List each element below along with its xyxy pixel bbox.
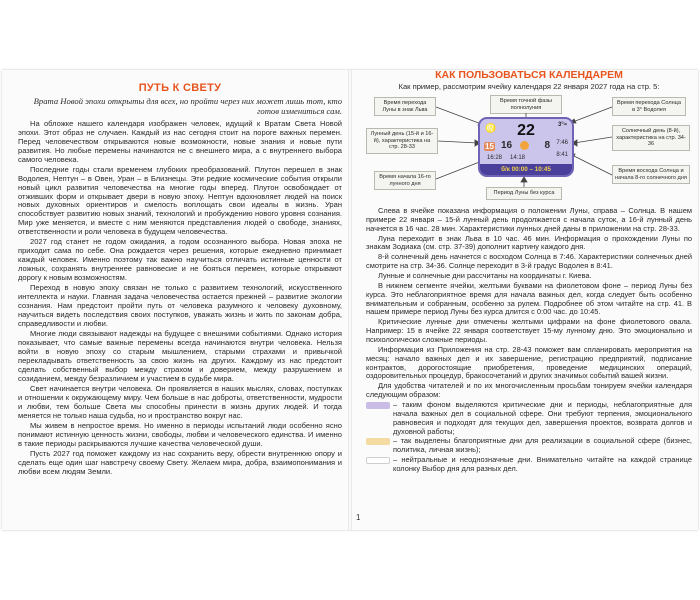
instructions-body [366, 207, 692, 474]
paragraph: Мы живем в непростое время. Но именно в периоды испытаний люди особенно ясно понимают истинную ценность жизни, свободы, любви и человеческого единства. И именно в такие периоды раскрываются лучшие качества человеческой души. [18, 420, 342, 448]
page-number: 1 [356, 513, 361, 522]
day16-time: 16:28 [487, 155, 503, 161]
paragraph: В нижнем сегменте ячейки, желтыми буквами на фиолетовом фоне – период Луны без курса. Это неблагоприятное время для начала важных дел, когда следует быть особенно внимательным и собранным, особенно за рулем. Подробнее об этом читайте на стр. 41. В нашем примере период Луны без курса длится с 0:00 час. до 10:45. [366, 280, 692, 317]
calendar-cell-diagram [366, 95, 692, 207]
full-moon-time: 14:18 [510, 155, 526, 161]
paragraph: Переход в новую эпоху связан не только с развитием технологий, искусственного интеллекта и науки. Главная задача человечества остается прежней – развитие экологии сознания. Нам предстоит пройти путь от человека разумного к человеку духовному, научиться видеть последствия своих поступков, уважать жизнь и жить по законам добра, справедливости и любви. [18, 283, 342, 329]
left-page [2, 70, 348, 530]
paragraph: 2027 год станет не годом ожидания, а годом осознанного выбора. Новая эпоха не приходит сама по себе. Она рождается через решения, которые ежедневно принимает каждый человек. Именно поэтому так важно научиться отличать истинные ценности от ложных, сохранять внутреннее равновесие и не бояться перемен, которые открывают дорогу к новым возможностям. [18, 237, 342, 283]
idle-moon-bar: б/к 00:00 – 10:45 [480, 164, 572, 175]
paragraph: Слева в ячейке показана информация о положении Луны, справа – Солнца. В нашем примере 22 января – 15-й лунный день продолжается с начала суток, а 16-й лунный день начнется в 16 час. 28 мин. Характеристики лунных дней даны в приложении на стр. 28-33. [366, 206, 692, 233]
epigraph: Врата Новой эпохи открыты для всех, но пройти через них может лишь тот, кто готов измениться сам. [33, 96, 342, 116]
paragraph: Свет начинается внутри человека. Он проявляется в наших мыслях, словах, поступках и отношении к окружающему миру. Чем больше в нас доброты, ответственности, мудрости и любви, тем больше Света мы способны принести в жизнь других людей. И тогда меняется не только наша судьба, но и пространство вокруг нас. [18, 383, 342, 420]
label-sunrise: Время восхода Солнца и начала 8-го солнечного дня [612, 165, 690, 184]
legend-text: – таким фоном выделяются критические дни и периоды, неблагоприятные для начала важных дел в социальной сфере. Они требуют терпения, эмоционального равновесия и подходят для текущих дел, завершения проектов, возврата долгов и духовной работы; [393, 400, 692, 436]
solar-day: 8 [544, 140, 550, 151]
paragraph: 8-й солнечный день начнется с восходом Солнца в 7:46. Характеристики солнечных дней смотрите на стр. 34-36. Солнце переходит в 3-й градус Водолея в 8:41. [366, 252, 692, 271]
leo-sign-icon: ♌ [485, 123, 497, 133]
paragraph: Луна переходит в знак Льва в 10 час. 46 мин. Информация о прохождении Луны по знакам Зодиака (см. стр. 37-39) дополнит картину каждого дня. [366, 233, 692, 252]
full-moon-icon [520, 141, 529, 150]
label-lunar-day: Лунный день (15-й и 16-й), характеристика на стр. 28-33 [366, 128, 438, 154]
legend-critical [366, 401, 692, 436]
legend-favorable [366, 437, 692, 455]
paragraph: Последние годы стали временем глубоких преобразований. Плутон перешел в знак Водолея, Нептун – в Овен, Уран – в Близнецы. Эти редкие космические события открыли новый цикл развития человечества на многие годы вперед. Плутон освобождает от отживших форм и открывает двери в новую эпоху. Нептун вдохновляет людей на поиск новых духовных ориентиров и смелость воплощать свои идеалы в жизнь. Уран способствует развитию новых знаний, технологий и пробуждению нового уровня сознания. Мир уже меняется, и вместе с ним меняются представления людей о свободе, знаниях, ответственности и роли человека в будущем человечества. [18, 164, 342, 237]
critical-swatch [366, 402, 390, 409]
paragraph: На обложке нашего календаря изображен человек, идущий к Вратам Света Новой эпохи. Этот образ не случаен. Каждый из нас сегодня стоит на пороге важных перемен. Перед человечеством открываются новые возможности, новые знания и новые пути развития. Но любые перемены начинаются не с внешнего мира, а с внутреннего выбора самого человека. [18, 118, 342, 164]
example-caption: Как пример, рассмотрим ячейку календаря 22 января 2027 года на стр. 5: [398, 82, 660, 91]
legend-neutral [366, 456, 692, 474]
cell-date: 22 [517, 122, 535, 139]
legend-text: – так выделены благоприятные дни для реализации в социальной сфере (бизнес, политика, личная жизнь); [393, 436, 692, 455]
page-title: ПУТЬ К СВЕТУ [138, 82, 222, 94]
article-body [18, 120, 342, 477]
paragraph: Лунные и солнечные дни рассчитаны на координаты г. Киева. [378, 271, 592, 281]
paragraph: Информация из Приложения на стр. 28-43 поможет вам спланировать мероприятия на месяц: начало важных дел и их завершение, регистрацию предприятий, подписание контрактов, дорогостоящие приобретения, проведение медицинских операций, оздоровительных процедур, бракосочетаний и других значимых событий вашей жизни. [366, 344, 692, 381]
calendar-spread [2, 70, 698, 530]
neutral-swatch [366, 457, 390, 464]
label-day16-start: Время начала 16-го лунного дня [374, 171, 436, 190]
paragraph: Критические лунные дни отмечены желтыми цифрами на фоне фиолетового овала. Например: 15 в ячейке 22 января соответствует 15-му лунному дню. Это эмоционально и психологически сложные периоды. [366, 317, 692, 345]
favorable-swatch [366, 438, 390, 445]
paragraph: Многие люди связывают надежды на будущее с внешними событиями. Однако история показывает, что самые важные перемены всегда начинаются внутри человека. Нельзя войти в новую эпоху со старым мышлением, старыми страхами и привычкой перекладывать ответственность за свою жизнь на других. Каждому из нас предстоит сделать собственный выбор между страхом и доверием, между разрушением и созиданием, между безразличием и участием в судьбе мира. [18, 329, 342, 383]
calendar-cell-example [478, 117, 574, 177]
label-solar-day: Солнечный день (8-й), характеристика на стр. 34-36 [612, 125, 690, 151]
label-moon-transit: Время перехода Луны в знак Льва [374, 97, 436, 116]
page-title: КАК ПОЛЬЗОВАТЬСЯ КАЛЕНДАРЕМ [435, 70, 623, 81]
label-idle-moon: Период Луны без курса [486, 187, 562, 200]
label-sun-transit: Время перехода Солнца в 3° Водолея [612, 97, 686, 116]
sun-degree: 3°≈ [557, 122, 567, 128]
sun-transit-time: 8:41 [556, 152, 568, 158]
paragraph: Пусть 2027 год поможет каждому из нас сохранить веру, обрести внутреннюю опору и сделать еще один шаг навстречу своему Свету. Желаем мира, добра, взаимопонимания и любви всем людям Земли. [18, 448, 342, 476]
sunrise-time: 7:46 [556, 140, 568, 146]
paragraph: Для удобства читателей и по их многочисленным просьбам тонируем ячейки календаря следующим образом: [366, 381, 692, 400]
legend-text: – нейтральные и неоднозначные дни. Внимательно читайте на каждой странице колонку Выбор дня для разных дел. [393, 455, 692, 474]
right-page [352, 70, 698, 530]
critical-lunar-day: 15 [485, 142, 494, 151]
lunar-day: 16 [501, 140, 513, 151]
label-full-moon: Время точной фазы полнолуния [490, 95, 562, 114]
